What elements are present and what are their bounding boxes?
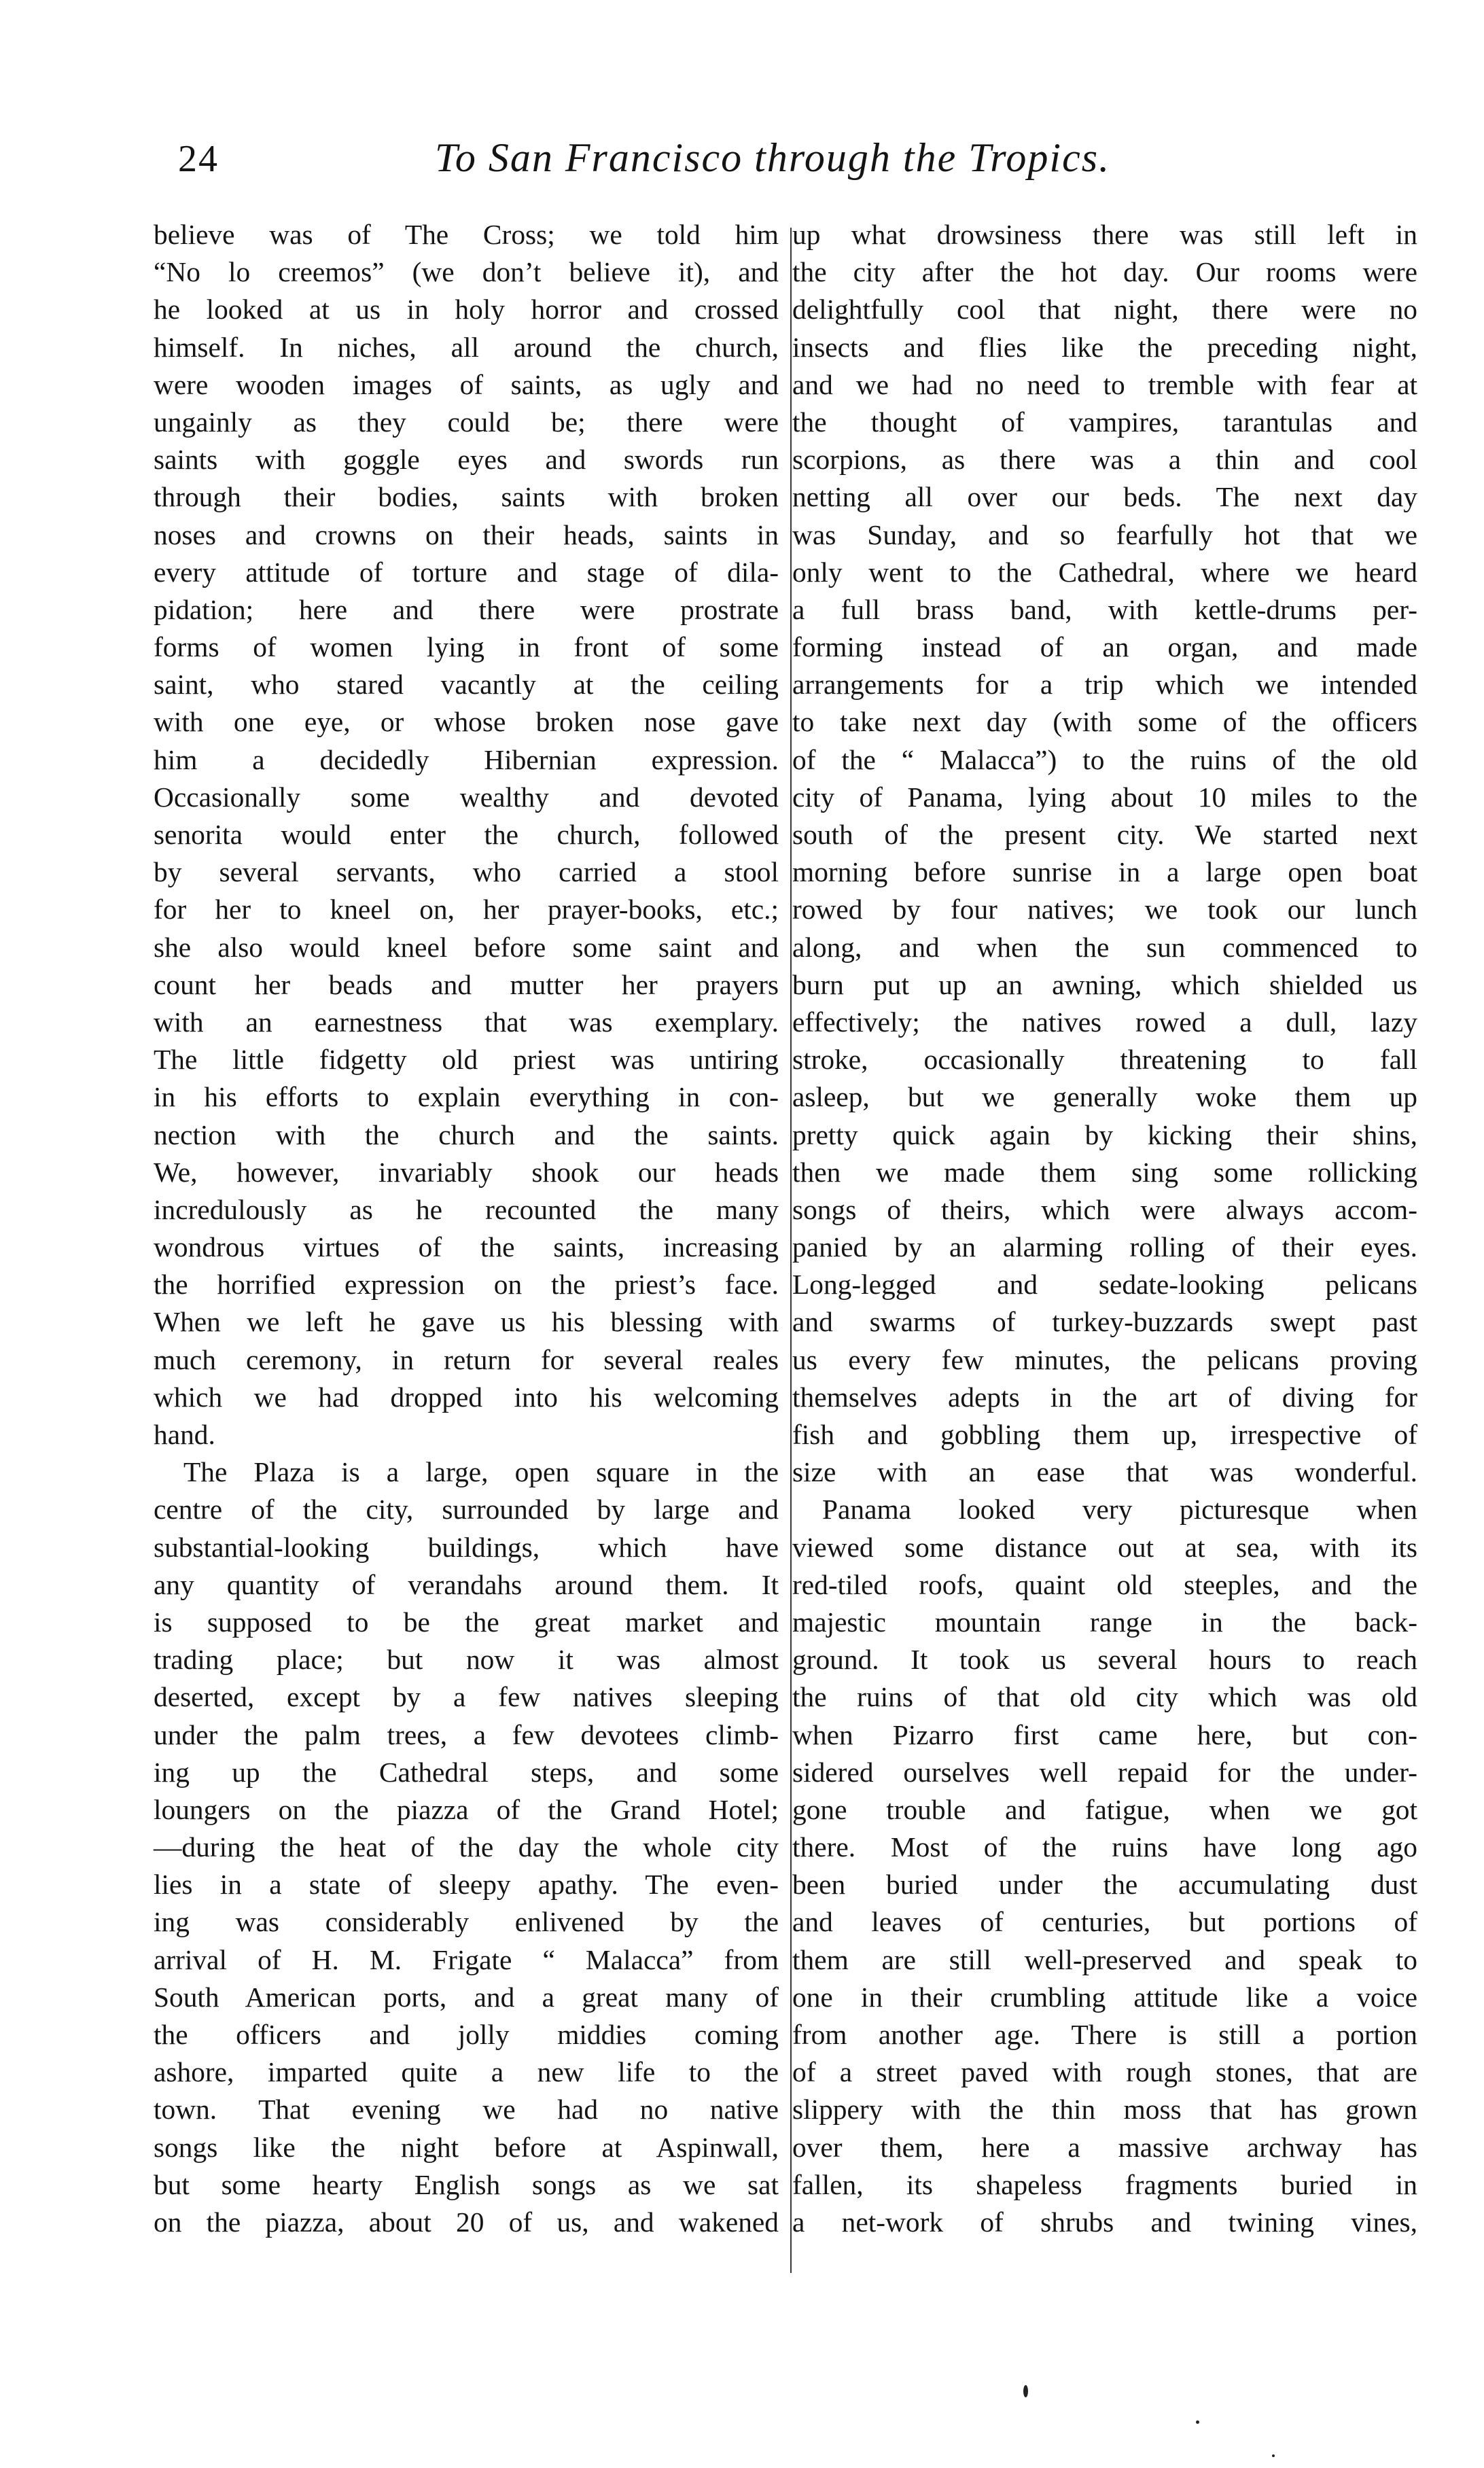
text-line: when Pizarro first came here, but con- bbox=[792, 1718, 1417, 1750]
text-line: arrangements for a trip which we intended bbox=[792, 669, 1417, 701]
text-line: over them, here a massive archway has bbox=[792, 2131, 1417, 2163]
text-line: morning before sunrise in a large open boat bbox=[792, 856, 1417, 888]
text-line: himself. In niches, all around the church, bbox=[154, 331, 779, 363]
text-line: to take next day (with some of the officers bbox=[792, 706, 1417, 738]
text-line: arrival of H. M. Frigate “ Malacca” from bbox=[154, 1943, 779, 1975]
text-line: only went to the Cathedral, where we heard bbox=[792, 556, 1417, 588]
text-line: netting all over our beds. The next day bbox=[792, 481, 1417, 513]
text-line: viewed some distance out at sea, with its bbox=[792, 1531, 1417, 1563]
text-line: The little fidgetty old priest was untiring bbox=[154, 1044, 779, 1076]
text-line: asleep, but we generally woke them up bbox=[792, 1081, 1417, 1113]
text-line: noses and crowns on their heads, saints in bbox=[154, 518, 779, 550]
text-line: —during the heat of the day the whole city bbox=[154, 1831, 779, 1863]
text-line: forming instead of an organ, and made bbox=[792, 631, 1417, 663]
text-line: were wooden images of saints, as ugly and bbox=[154, 368, 779, 400]
text-line: gone trouble and fatigue, when we got bbox=[792, 1793, 1417, 1825]
text-line: through their bodies, saints with broken bbox=[154, 481, 779, 513]
text-line: but some hearty English songs as we sat bbox=[154, 2168, 779, 2200]
text-line: loungers on the piazza of the Grand Hotel; bbox=[154, 1793, 779, 1825]
text-line: us every few minutes, the pelicans proving bbox=[792, 1343, 1417, 1375]
text-line: then we made them sing some rollicking bbox=[792, 1156, 1417, 1188]
text-line: centre of the city, surrounded by large and bbox=[154, 1494, 779, 1526]
text-line: burn put up an awning, which shielded us bbox=[792, 968, 1417, 1000]
text-line: When we left he gave us his blessing with bbox=[154, 1306, 779, 1338]
text-line: deserted, except by a few natives sleeping bbox=[154, 1681, 779, 1713]
text-line: and we had no need to tremble with fear at bbox=[792, 368, 1417, 400]
text-line: fallen, its shapeless fragments buried in bbox=[792, 2168, 1417, 2200]
text-line: of a street paved with rough stones, that are bbox=[792, 2056, 1417, 2088]
text-line: he looked at us in holy horror and crossed bbox=[154, 294, 779, 325]
text-line: been buried under the accumulating dust bbox=[792, 1869, 1417, 1901]
text-line: of the “ Malacca”) to the ruins of the old bbox=[792, 743, 1417, 775]
text-line: scorpions, as there was a thin and cool bbox=[792, 444, 1417, 476]
text-line: insects and flies like the preceding night, bbox=[792, 331, 1417, 363]
text-line: from another age. There is still a portion bbox=[792, 2019, 1417, 2050]
text-line: red-tiled roofs, quaint old steeples, and the bbox=[792, 1568, 1417, 1600]
text-line: substantial-looking buildings, which have bbox=[154, 1531, 779, 1563]
ink-speck bbox=[1272, 2454, 1275, 2457]
text-line: ground. It took us several hours to reach bbox=[792, 1644, 1417, 1676]
text-line: count her beads and mutter her prayers bbox=[154, 968, 779, 1000]
text-line: a net-work of shrubs and twining vines, bbox=[792, 2206, 1417, 2238]
text-line: Occasionally some wealthy and devoted bbox=[154, 781, 779, 813]
text-line: the officers and jolly middies coming bbox=[154, 2019, 779, 2050]
text-line: saints with goggle eyes and swords run bbox=[154, 444, 779, 476]
text-line: the city after the hot day. Our rooms were bbox=[792, 256, 1417, 288]
text-line: in his efforts to explain everything in con- bbox=[154, 1081, 779, 1113]
page-header bbox=[0, 129, 1484, 197]
text-line: is supposed to be the great market and bbox=[154, 1606, 779, 1638]
text-line: lies in a state of sleepy apathy. The even- bbox=[154, 1869, 779, 1901]
text-line: pretty quick again by kicking their shins, bbox=[792, 1118, 1417, 1150]
text-line: much ceremony, in return for several reales bbox=[154, 1343, 779, 1375]
text-line: size with an ease that was wonderful. bbox=[792, 1456, 1417, 1488]
text-line: slippery with the thin moss that has grown bbox=[792, 2094, 1417, 2126]
text-line: stroke, occasionally threatening to fall bbox=[792, 1044, 1417, 1076]
text-line: along, and when the sun commenced to bbox=[792, 931, 1417, 963]
text-line: forms of women lying in front of some bbox=[154, 631, 779, 663]
text-line: south of the present city. We started next bbox=[792, 819, 1417, 850]
text-line: pidation; here and there were prostrate bbox=[154, 593, 779, 625]
text-line: nection with the church and the saints. bbox=[154, 1118, 779, 1150]
text-line: ungainly as they could be; there were bbox=[154, 406, 779, 438]
right-text-column bbox=[792, 216, 1417, 2241]
text-line: every attitude of torture and stage of dila- bbox=[154, 556, 779, 588]
text-line: songs like the night before at Aspinwall, bbox=[154, 2131, 779, 2163]
text-line: majestic mountain range in the back- bbox=[792, 1606, 1417, 1638]
text-line: believe was of The Cross; we told him bbox=[154, 219, 779, 250]
text-line: up what drowsiness there was still left in bbox=[792, 219, 1417, 250]
text-line: for her to kneel on, her prayer-books, etc.; bbox=[154, 894, 779, 926]
text-line: wondrous virtues of the saints, increasing bbox=[154, 1231, 779, 1263]
text-line: We, however, invariably shook our heads bbox=[154, 1156, 779, 1188]
text-line: under the palm trees, a few devotees climb- bbox=[154, 1718, 779, 1750]
text-line: senorita would enter the church, followed bbox=[154, 819, 779, 850]
text-line: town. That evening we had no native bbox=[154, 2094, 779, 2126]
text-line: the thought of vampires, tarantulas and bbox=[792, 406, 1417, 438]
text-line: one in their crumbling attitude like a voice bbox=[792, 1981, 1417, 2013]
text-line: the ruins of that old city which was old bbox=[792, 1681, 1417, 1713]
text-line: hand. bbox=[154, 1419, 215, 1450]
text-line: she also would kneel before some saint and bbox=[154, 931, 779, 963]
text-line: was Sunday, and so fearfully hot that we bbox=[792, 518, 1417, 550]
text-line: ashore, imparted quite a new life to the bbox=[154, 2056, 779, 2088]
text-line: saint, who stared vacantly at the ceiling bbox=[154, 669, 779, 701]
text-line: them are still well-preserved and speak to bbox=[792, 1943, 1417, 1975]
text-line: panied by an alarming rolling of their eyes. bbox=[792, 1231, 1417, 1263]
page-number: 24 bbox=[178, 138, 219, 180]
text-line: songs of theirs, which were always accom- bbox=[792, 1193, 1417, 1225]
text-line: sidered ourselves well repaid for the under- bbox=[792, 1756, 1417, 1788]
text-line: by several servants, who carried a stool bbox=[154, 856, 779, 888]
text-line: themselves adepts in the art of diving for bbox=[792, 1381, 1417, 1413]
text-line: any quantity of verandahs around them. It bbox=[154, 1568, 779, 1600]
text-line: Long-legged and sedate-looking pelicans bbox=[792, 1269, 1417, 1301]
text-line: effectively; the natives rowed a dull, lazy bbox=[792, 1006, 1417, 1038]
text-line: and swarms of turkey-buzzards swept past bbox=[792, 1306, 1417, 1338]
text-line: the horrified expression on the priest’s face. bbox=[154, 1269, 779, 1301]
text-line: with one eye, or whose broken nose gave bbox=[154, 706, 779, 738]
text-line: city of Panama, lying about 10 miles to the bbox=[792, 781, 1417, 813]
text-line: with an earnestness that was exemplary. bbox=[154, 1006, 779, 1038]
text-line: rowed by four natives; we took our lunch bbox=[792, 894, 1417, 926]
text-line: there. Most of the ruins have long ago bbox=[792, 1831, 1417, 1863]
left-text-column bbox=[154, 216, 779, 2241]
text-line: and leaves of centuries, but portions of bbox=[792, 1906, 1417, 1938]
ink-speck bbox=[1023, 2385, 1028, 2397]
text-line: fish and gobbling them up, irrespective of bbox=[792, 1419, 1417, 1450]
text-line: Panama looked very picturesque when bbox=[822, 1494, 1417, 1526]
text-line: South American ports, and a great many of bbox=[154, 1981, 779, 2013]
text-line: him a decidedly Hibernian expression. bbox=[154, 743, 779, 775]
text-line: “No lo creemos” (we don’t believe it), and bbox=[154, 256, 779, 288]
text-line: a full brass band, with kettle-drums per- bbox=[792, 593, 1417, 625]
text-line: The Plaza is a large, open square in the bbox=[183, 1456, 779, 1488]
ink-speck bbox=[1196, 2420, 1199, 2424]
column-divider bbox=[790, 228, 792, 2273]
text-line: ing was considerably enlivened by the bbox=[154, 1906, 779, 1938]
text-line: on the piazza, about 20 of us, and wakened bbox=[154, 2206, 779, 2238]
text-line: delightfully cool that night, there were no bbox=[792, 294, 1417, 325]
text-line: which we had dropped into his welcoming bbox=[154, 1381, 779, 1413]
text-line: trading place; but now it was almost bbox=[154, 1644, 779, 1676]
text-line: incredulously as he recounted the many bbox=[154, 1193, 779, 1225]
running-title: To San Francisco through the Tropics. bbox=[435, 135, 1111, 180]
text-line: ing up the Cathedral steps, and some bbox=[154, 1756, 779, 1788]
